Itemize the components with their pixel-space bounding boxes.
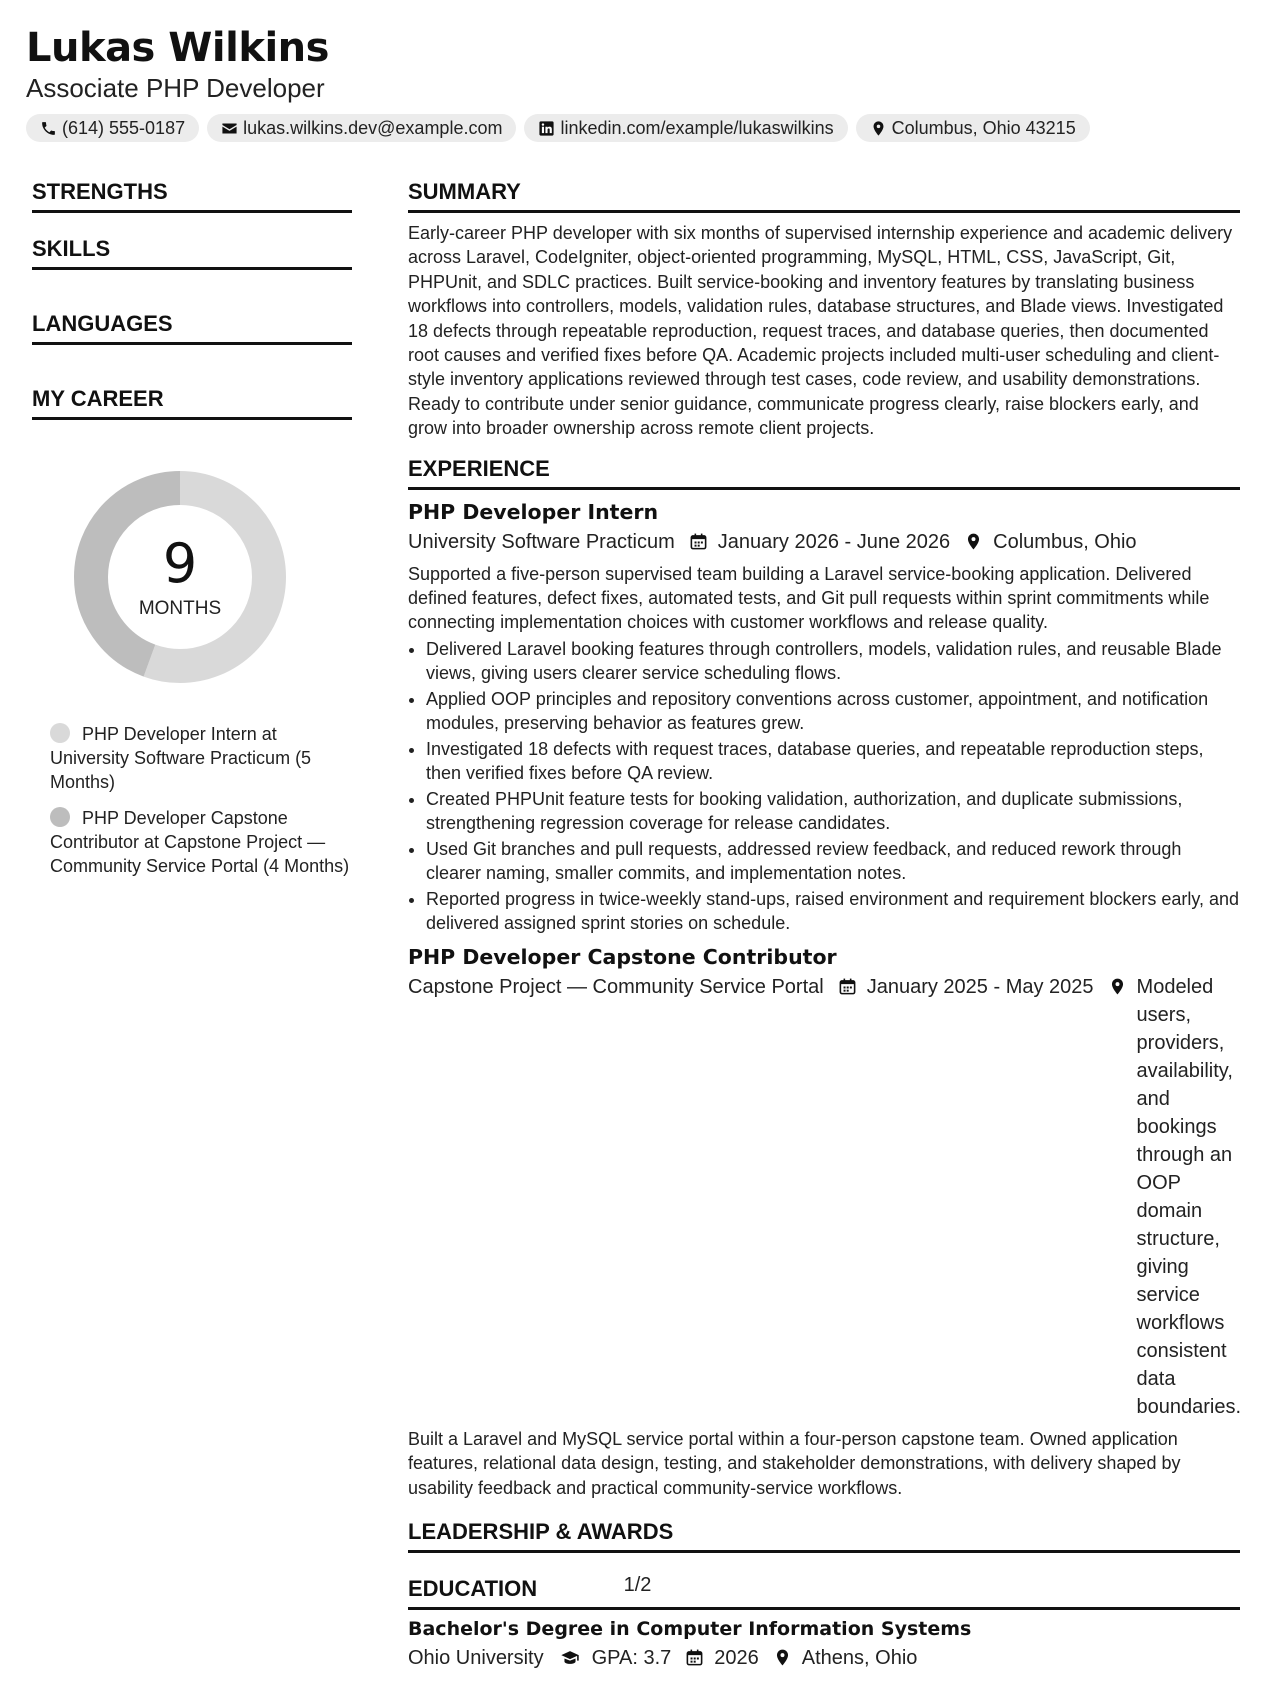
- job-bullet: • Used Git branches and pull requests, addressed review feedback, and reduced rework through clearer naming, smaller commits, and implementation notes.: [426, 837, 1240, 885]
- career-section: [32, 385, 352, 878]
- location-pin-icon: [870, 120, 887, 137]
- section-divider: [408, 210, 1240, 213]
- job-bullet: • Created PHPUnit feature tests for booking validation, authorization, and duplicate submissions, strengthening regression coverage for release candidates.: [426, 787, 1240, 835]
- education-location: Athens, Ohio: [801, 1647, 918, 1670]
- phone-icon: [40, 120, 57, 137]
- location-pin-icon: [1108, 977, 1127, 996]
- job-dates: January 2026 - June 2026: [717, 530, 951, 553]
- contact-phone-text: (614) 555-0187: [62, 118, 186, 138]
- career-total-unit: MONTHS: [138, 598, 222, 619]
- contact-location: [856, 114, 1090, 142]
- contact-linkedin-text: linkedin.com/example/lukaswilkins: [560, 118, 834, 138]
- location-pin-icon: [773, 1648, 792, 1667]
- job-bullets: [408, 637, 1240, 935]
- job-meta: [408, 528, 1240, 556]
- education-year: 2026: [714, 1647, 759, 1670]
- experience-title: EXPERIENCE: [408, 455, 550, 481]
- education-meta: [408, 1644, 1240, 1672]
- career-legend-text: PHP Developer Intern at University Software Practicum (5 Months): [50, 724, 312, 792]
- career-legend-item: [50, 722, 352, 794]
- career-legend-text: PHP Developer Capstone Contributor at Capstone Project — Community Service Portal (4 Months): [50, 808, 350, 876]
- career-legend: [32, 722, 352, 878]
- job-title: PHP Developer Capstone Contributor: [408, 944, 837, 969]
- languages-title: LANGUAGES: [32, 311, 173, 336]
- job-location: Modeled users, providers, availability, and bookings through an OOP domain structure, giving service workflows consistent data boundaries.: [1136, 975, 1242, 1418]
- section-divider: [408, 1607, 1240, 1610]
- candidate-name: Lukas Wilkins: [26, 25, 329, 71]
- graduation-cap-icon: [558, 1648, 582, 1667]
- section-divider: [32, 267, 352, 270]
- legend-dot: [50, 807, 70, 827]
- skills-section: [32, 235, 352, 270]
- section-divider: [32, 210, 352, 213]
- summary-text: Early-career PHP developer with six months of supervised internship experience and academic delivery across Laravel, CodeIgniter, object-oriented programming, MySQL, HTML, CSS, JavaScript, Git, PHPUnit, and SDLC practices. Built service-booking and inventory features by translating business workflows into controllers, models, validation rules, database structures, and Blade views. Investigated 18 defects through repeatable reproduction, request traces, and database queries, then documented root causes and verified fixes before QA. Academic projects included multi-user scheduling and client-style inventory applications reviewed through test cases, code review, and usability demonstrations. Ready to contribute under senior guidance, communicate progress clearly, raise blockers early, and grow into broader ownership across remote client projects.: [408, 223, 1233, 439]
- page-number: 1/2: [623, 1574, 652, 1596]
- career-title: MY CAREER: [32, 386, 164, 411]
- summary-section: [408, 178, 1240, 441]
- job-dates: January 2025 - May 2025: [866, 975, 1094, 998]
- leadership-title: LEADERSHIP & AWARDS: [408, 1519, 674, 1545]
- career-total-months: 9: [162, 532, 198, 595]
- job-title: PHP Developer Intern: [408, 499, 659, 524]
- section-divider: [408, 487, 1240, 490]
- job-bullet: • Reported progress in twice-weekly stand-ups, raised environment and requirement blockers early, and delivered assigned sprint stories on schedule.: [426, 887, 1240, 935]
- contact-linkedin[interactable]: [524, 114, 847, 142]
- job-company: University Software Practicum: [408, 530, 675, 553]
- skills-title: SKILLS: [32, 236, 111, 261]
- calendar-icon: [685, 1648, 704, 1667]
- job-entry: [408, 943, 1240, 1500]
- resume-header: [26, 24, 1249, 142]
- education-school: Ohio University: [408, 1647, 544, 1670]
- legend-dot: [50, 723, 70, 743]
- envelope-icon: [221, 120, 238, 137]
- job-bullet: • Applied OOP principles and repository conventions across customer, appointment, and notification modules, preserving behavior as features grew.: [426, 687, 1240, 735]
- strengths-title: STRENGTHS: [32, 179, 168, 204]
- strengths-section: [32, 178, 352, 213]
- career-legend-item: [50, 806, 352, 878]
- left-column: [32, 178, 352, 900]
- leadership-section: [408, 1518, 1240, 1553]
- job-company: Capstone Project — Community Service Portal: [408, 975, 824, 998]
- section-divider: [408, 1550, 1240, 1553]
- location-pin-icon: [964, 532, 983, 551]
- section-divider: [32, 417, 352, 420]
- summary-title: SUMMARY: [408, 179, 521, 204]
- job-description: Supported a five-person supervised team building a Laravel service-booking application. Delivered defined features, defect fixes, automated tests, and Git pull requests within sprint commitments while connecting implementation choices with customer workflows and release quality.: [408, 563, 1210, 633]
- candidate-role: Associate PHP Developer: [26, 73, 325, 103]
- education-degree: Bachelor's Degree in Computer Information Systems: [408, 1618, 972, 1641]
- job-location: Columbus, Ohio: [993, 530, 1137, 553]
- contact-phone[interactable]: [26, 114, 199, 142]
- career-donut-chart: [65, 462, 295, 692]
- job-description: Built a Laravel and MySQL service portal within a four-person capstone team. Owned application features, relational data design, testing, and stakeholder demonstrations, with delivery shaped by usability feedback and practical community-service workflows.: [408, 1428, 1181, 1498]
- section-divider: [32, 342, 352, 345]
- calendar-icon: [689, 532, 708, 551]
- job-bullet: • Investigated 18 defects with request traces, database queries, and repeatable reproduction steps, then verified fixes before QA review.: [426, 737, 1240, 785]
- education-title: EDUCATION: [408, 1576, 538, 1602]
- main-column: [408, 178, 1240, 1686]
- linkedin-icon: [538, 120, 555, 137]
- education-gpa: GPA: 3.7: [591, 1647, 672, 1670]
- job-bullet: • Delivered Laravel booking features through controllers, models, validation rules, and reusable Blade views, giving users clearer service scheduling flows.: [426, 637, 1240, 685]
- contact-email-text: lukas.wilkins.dev@example.com: [243, 118, 503, 138]
- contact-location-text: Columbus, Ohio 43215: [891, 118, 1076, 138]
- calendar-icon: [838, 977, 857, 996]
- contact-email[interactable]: [207, 114, 516, 142]
- job-entry: [408, 498, 1240, 935]
- experience-section: [408, 455, 1240, 1500]
- languages-section: [32, 310, 352, 345]
- contact-bar: [26, 114, 1249, 142]
- job-meta: [408, 973, 1240, 1421]
